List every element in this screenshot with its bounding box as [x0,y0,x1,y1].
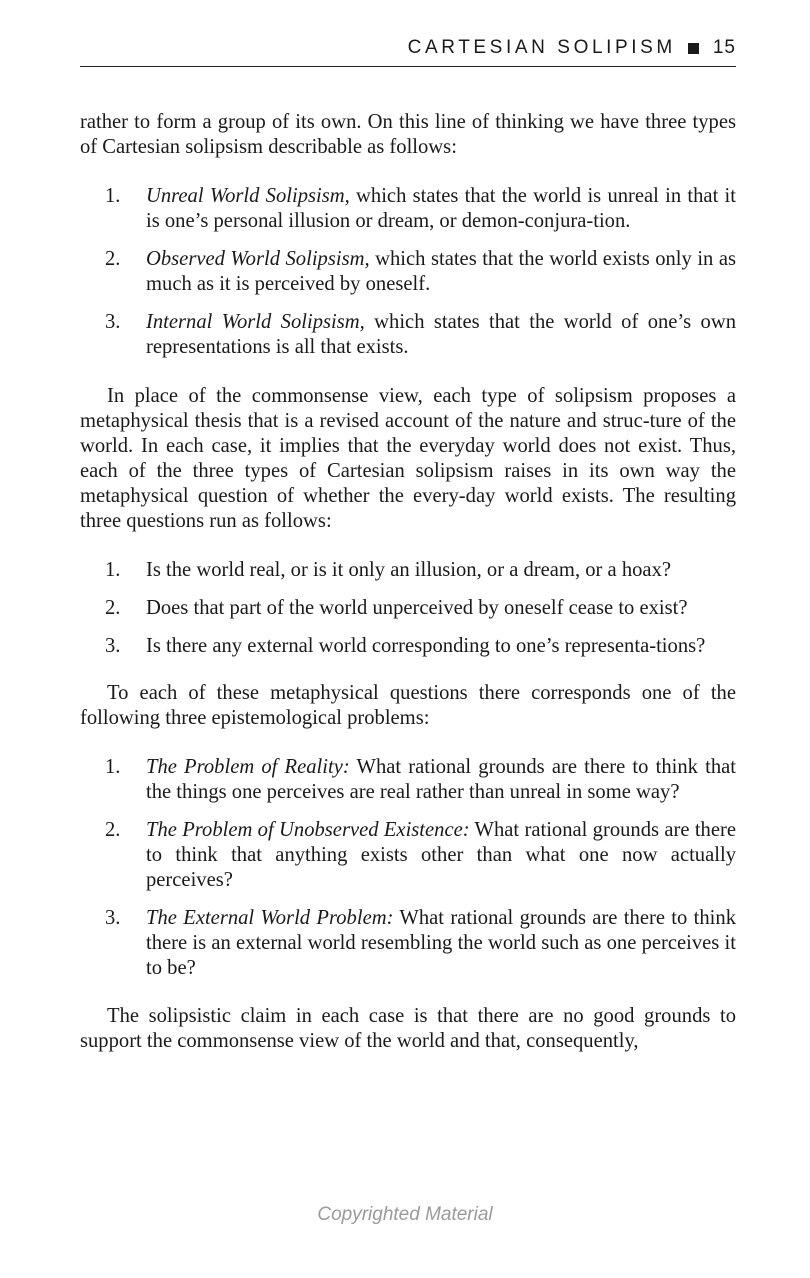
list-term: The Problem of Reality: [146,756,350,778]
list-item [80,558,736,583]
list-term: Observed World Solipsism, [146,248,370,270]
paragraph-4: The solipsistic claim in each case is that there are no good grounds to support the commonsense view of the world and that, consequently, [80,1005,736,1052]
list-item [80,247,736,297]
list-number: 3. [105,311,121,333]
list-text: What rational grounds are there to think that the things one perceives are real rather than unreal in some way? [146,756,736,803]
list-number: 2. [105,597,121,619]
list-term: Unreal World Solipsism, [146,185,350,207]
metaphysical-questions-list [80,558,736,659]
epistemological-problems-list [80,755,736,981]
list-number: 1. [105,756,121,778]
list-text: which states that the world is unreal in that it is one’s personal illusion or dream, or demon-conjura-tion. [146,185,736,232]
paragraph-3: To each of these metaphysical questions there corresponds one of the following three epistemological problems: [80,682,736,729]
solipsism-types-list [80,184,736,360]
square-bullet-icon [688,43,699,54]
list-term: The Problem of Unobserved Existence: [146,819,470,841]
page-body [80,110,736,1054]
list-term: Internal World Solipsism, [146,311,365,333]
running-header [80,30,736,67]
list-text: Is the world real, or is it only an illusion, or a dream, or a hoax? [146,559,671,581]
paragraph-2: In place of the commonsense view, each type of solipsism proposes a metaphysical thesis that is a revised account of the nature and struc-ture of the world. In each case, it implies that the everyday world does not exist. Thus, each of the three types of Cartesian solipsism raises in its own way the metaphysical question of whether the every-day world exists. The resulting three questions run as follows: [80,385,736,532]
list-text: Does that part of the world unperceived by oneself cease to exist? [146,597,688,619]
list-number: 1. [105,185,121,207]
page-number: 15 [712,37,736,58]
list-term: The External World Problem: [146,907,394,929]
list-number: 2. [105,819,121,841]
list-item [80,634,736,659]
list-item [80,310,736,360]
list-text: What rational grounds are there to think there is an external world resembling the world such as one perceives it to be? [146,907,736,979]
list-text: which states that the world exists only in as much as it is perceived by oneself. [146,248,736,295]
list-number: 3. [105,635,121,657]
list-item [80,755,736,805]
list-text: Is there any external world corresponding to one’s representa-tions? [146,635,706,657]
list-item [80,184,736,234]
list-number: 3. [105,907,121,929]
list-number: 2. [105,248,121,270]
list-item [80,596,736,621]
list-text: which states that the world of one’s own representations is all that exists. [146,311,737,358]
list-item [80,818,736,893]
copyright-watermark: Copyrighted Material [317,1204,493,1225]
paragraph-1: rather to form a group of its own. On this line of thinking we have three types of Cartesian solipsism describable as follows: [80,111,736,158]
list-number: 1. [105,559,121,581]
running-title: CARTESIAN SOLIPISM [407,37,676,58]
list-item [80,906,736,981]
list-text: What rational grounds are there to think that anything exists other than what one now actually perceives? [146,819,736,891]
